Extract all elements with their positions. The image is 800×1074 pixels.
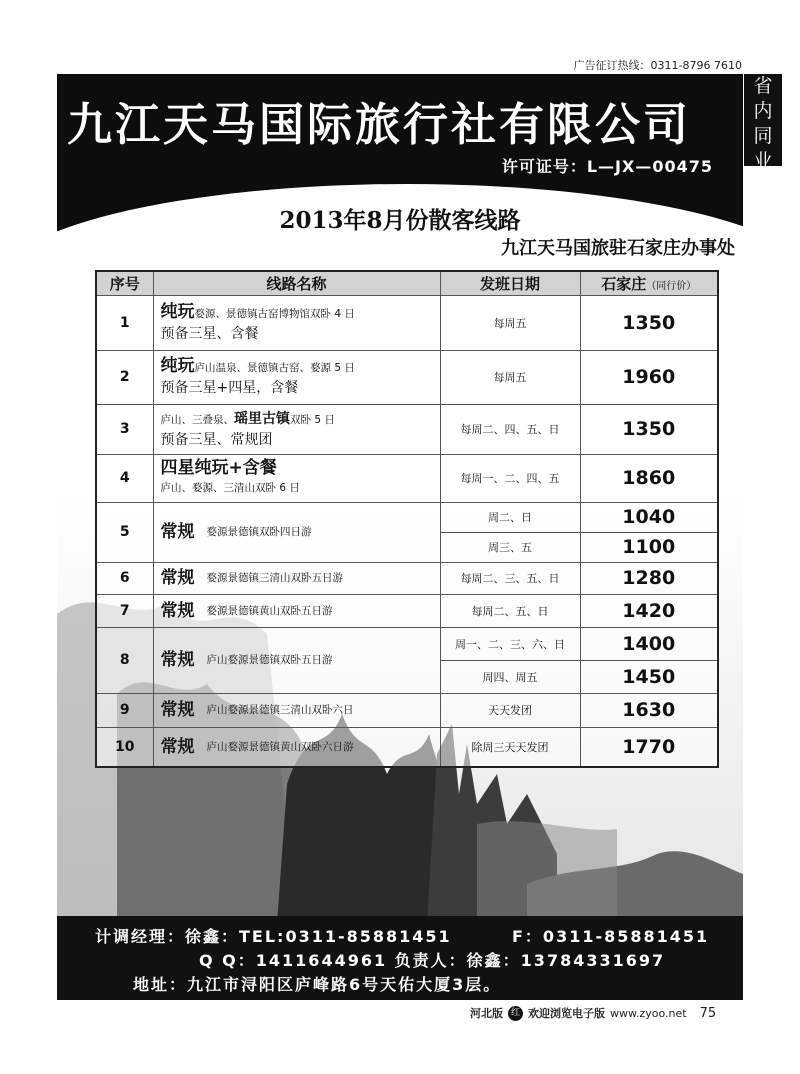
route-type: 常规 [160,522,195,542]
price: 1770 [580,727,718,767]
page-subtitle: 九江天马国旅驻石家庄办事处 [501,238,735,259]
row-no: 9 [96,693,153,727]
route-type: 常规 [160,568,195,588]
edition-label: 河北版 [470,1007,503,1020]
route-detail: 婺源景德镇双卧四日游 [206,526,312,538]
departure-date: 周二、日 [440,502,580,532]
advertisement-page [57,74,743,1000]
header-date: 发班日期 [440,271,580,295]
price: 1350 [580,295,718,350]
header-no: 序号 [96,271,153,295]
table-row [96,594,718,627]
row-no: 5 [96,502,153,562]
page-title: 2013年8月份散客线路 [279,207,521,234]
contact-manager: 计调经理：徐鑫：TEL:0311-85881451 [95,927,452,946]
route-detail: 婺源、景德镇古窑博物馆双卧 4 日 [194,307,355,320]
route-note: 预备三星+四星，含餐 [160,380,299,396]
route-type: 常规 [160,650,195,670]
route-cell [153,502,440,562]
price: 1040 [580,502,718,532]
table-row [96,693,718,727]
price: 1860 [580,454,718,502]
route-cell [153,727,440,767]
route-note: 预备三星、含餐 [160,325,259,342]
departure-date: 每周五 [440,295,580,350]
route-detail: 庐山婺源景德镇黄山双卧六日游 [206,740,354,753]
table-row [96,404,718,454]
route-cell [153,350,440,404]
price: 1350 [580,404,718,454]
route-detail: 婺源景德镇三清山双卧五日游 [206,572,343,584]
route-cell [153,693,440,727]
route-detail: 庐山温泉、景德镇古窑、婺源 5 日 [194,362,355,374]
side-tab-char: 内 [753,100,773,122]
side-tab-char: 省 [753,75,773,97]
route-detail: 双卧 5 日 [290,414,335,426]
invite-text: 欢迎浏览电子版 [528,1007,605,1020]
price: 1960 [580,350,718,404]
price: 1630 [580,693,718,727]
route-type: 常规 [160,600,195,621]
departure-date: 每周一、二、四、五 [440,454,580,502]
departure-date: 每周二、四、五、日 [440,404,580,454]
contact-footer [57,916,743,1000]
departure-date: 天天发团 [440,693,580,727]
page-number: 75 [699,1005,717,1021]
row-no: 6 [96,562,153,594]
price: 1400 [580,627,718,660]
row-no: 8 [96,627,153,693]
route-type: 常规 [160,700,195,720]
route-detail: 婺源景德镇黄山双卧五日游 [206,604,333,617]
table-row [96,454,718,502]
route-detail: 庐山、婺源、三清山双卧 6 日 [160,482,300,494]
route-prefix: 庐山、三叠泉、 [160,414,234,426]
route-note: 预备三星、常规团 [160,432,273,448]
header-price-note: （同行价） [646,280,697,292]
red-badge-icon: 红 [508,1006,523,1021]
route-table [95,270,719,768]
header-price [580,271,718,295]
route-cell [153,404,440,454]
route-detail: 庐山婺源景德镇三清山双卧六日 [206,704,354,716]
departure-date: 周四、周五 [440,660,580,693]
route-cell [153,295,440,350]
contact-fax: F：0311-85881451 [512,927,710,946]
row-no: 7 [96,594,153,627]
route-type: 四星纯玩+含餐 [160,458,277,478]
route-detail: 庐山婺源景德镇双卧五日游 [206,654,333,666]
website-link[interactable]: www.zyoo.net [610,1006,687,1020]
departure-date: 每周二、五、日 [440,594,580,627]
row-no: 3 [96,404,153,454]
price: 1100 [580,532,718,562]
ad-hotline: 广告征订热线：0311-8796 7610 [573,59,742,72]
license-number: 许可证号：L—JX—00475 [501,157,713,176]
route-type: 纯玩 [160,356,195,376]
header-price-label: 石家庄 [601,274,647,293]
row-no: 4 [96,454,153,502]
side-tab [744,74,782,172]
side-tab-char: 业 [753,150,773,172]
row-no: 10 [96,727,153,767]
route-cell [153,627,440,693]
company-name: 九江天马国际旅行社有限公司 [67,98,692,151]
header-route: 线路名称 [153,271,440,295]
table-row [96,502,718,532]
departure-date: 除周三天天发团 [440,727,580,767]
price: 1420 [580,594,718,627]
price: 1450 [580,660,718,693]
table-row [96,350,718,404]
contact-qq: Q Q：1411644961 负责人：徐鑫：13784331697 [199,951,666,970]
route-cell [153,562,440,594]
departure-date: 每周五 [440,350,580,404]
price: 1280 [580,562,718,594]
route-cell [153,454,440,502]
page-footer [470,1005,716,1021]
departure-date: 周三、五 [440,532,580,562]
departure-date: 每周二、三、五、日 [440,562,580,594]
row-no: 1 [96,295,153,350]
route-type: 常规 [160,736,195,757]
route-highlight: 瑶里古镇 [234,411,290,427]
table-row [96,627,718,660]
departure-date: 周一、二、三、六、日 [440,627,580,660]
route-type: 纯玩 [160,301,195,322]
route-cell [153,594,440,627]
table-row [96,562,718,594]
table-row [96,295,718,350]
side-tab-char: 同 [753,125,773,147]
contact-address: 地址：九江市浔阳区庐峰路6号天佑大厦3层。 [133,975,502,994]
table-header-row [96,271,718,295]
row-no: 2 [96,350,153,404]
table-row [96,727,718,767]
